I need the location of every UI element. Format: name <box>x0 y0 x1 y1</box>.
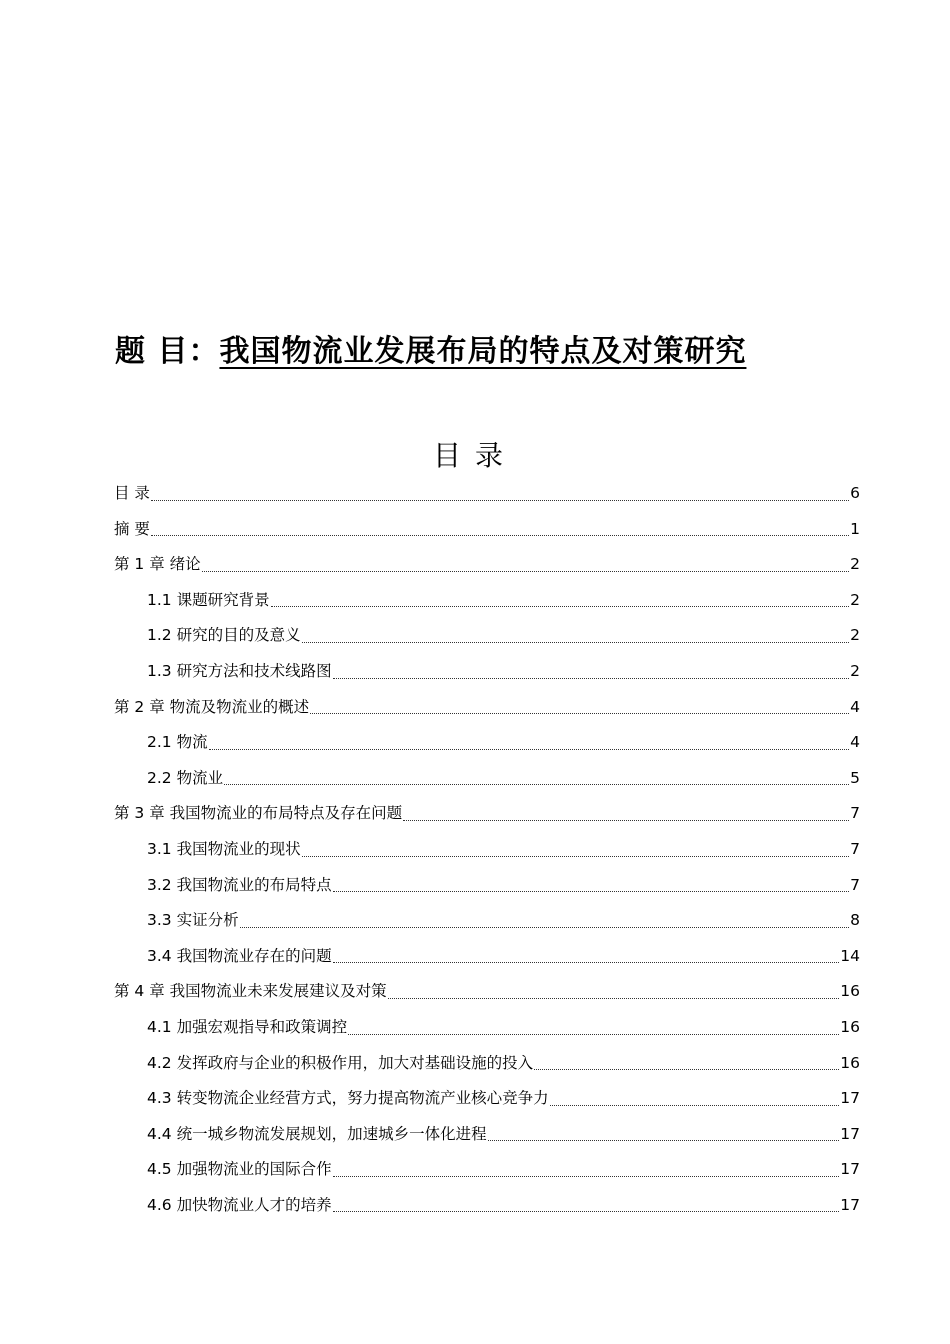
toc-subentry[interactable] <box>114 1152 860 1188</box>
toc-subentry[interactable] <box>114 654 860 690</box>
toc-page-number: 5 <box>850 768 860 787</box>
toc-subentry[interactable] <box>114 761 860 797</box>
toc-page-number: 2 <box>850 590 860 609</box>
toc-subentry[interactable] <box>114 903 860 939</box>
toc-entry-label: 4.2 发挥政府与企业的积极作用，加大对基础设施的投入 <box>147 1053 534 1072</box>
toc-entry-label: 4.4 统一城乡物流发展规划，加速城乡一体化进程 <box>147 1124 487 1143</box>
toc-entry-label: 第 4 章 我国物流业未来发展建议及对策 <box>114 982 387 1001</box>
toc-subentry[interactable] <box>114 725 860 761</box>
toc-subentry[interactable] <box>114 1117 860 1153</box>
toc-subentry[interactable] <box>114 618 860 654</box>
dot-leader <box>534 1069 839 1070</box>
toc-entry-label: 4.6 加快物流业人才的培养 <box>147 1195 332 1214</box>
toc-page-number: 6 <box>850 484 860 502</box>
dot-leader <box>488 1140 840 1141</box>
toc-page-number: 17 <box>840 1160 860 1179</box>
dot-leader <box>333 962 840 963</box>
toc-page-number: 17 <box>840 1089 860 1108</box>
dot-leader <box>310 713 849 714</box>
dot-leader <box>388 998 840 999</box>
toc-page-number: 7 <box>850 875 860 894</box>
toc-page-number: 4 <box>850 733 860 752</box>
dot-leader <box>333 678 850 679</box>
dot-leader <box>333 1211 840 1212</box>
toc-subentry[interactable] <box>114 939 860 975</box>
dot-leader <box>271 606 850 607</box>
toc-page-number: 16 <box>840 982 860 1001</box>
toc-entry-label: 第 2 章 物流及物流业的概述 <box>114 697 310 716</box>
toc-entry-label: 2.2 物流业 <box>147 768 224 787</box>
toc-entry-label: 2.1 物流 <box>147 733 208 752</box>
toc-page-number: 7 <box>850 839 860 858</box>
toc-entry-label: 4.3 转变物流企业经营方式，努力提高物流产业核心竞争力 <box>147 1089 549 1108</box>
toc-subentry[interactable] <box>114 1188 860 1224</box>
toc-entry[interactable] <box>114 690 860 726</box>
dot-leader <box>209 749 850 750</box>
dot-leader <box>403 820 849 821</box>
dot-leader <box>302 642 850 643</box>
document-title <box>115 326 746 370</box>
toc-entry-label: 4.5 加强物流业的国际合作 <box>147 1160 332 1179</box>
toc-entry[interactable] <box>114 974 860 1010</box>
table-of-contents <box>114 476 860 1223</box>
dot-leader <box>302 856 850 857</box>
toc-subentry[interactable] <box>114 1046 860 1082</box>
toc-entry-label: 1.3 研究方法和技术线路图 <box>147 661 332 680</box>
toc-subentry[interactable] <box>114 1081 860 1117</box>
dot-leader <box>333 891 850 892</box>
toc-entry-label: 1.1 课题研究背景 <box>147 590 270 609</box>
toc-entry-label: 第 3 章 我国物流业的布局特点及存在问题 <box>114 804 403 823</box>
toc-entry[interactable] <box>114 796 860 832</box>
toc-entry-label: 第 1 章 绪论 <box>114 555 201 574</box>
dot-leader <box>550 1105 840 1106</box>
toc-entry-label: 目 录 <box>114 484 150 502</box>
toc-subentry[interactable] <box>114 583 860 619</box>
title-subject: 我国物流业发展布局的特点及对策研究 <box>219 334 747 369</box>
toc-subentry[interactable] <box>114 832 860 868</box>
dot-leader <box>151 500 849 501</box>
toc-page-number: 7 <box>850 804 860 823</box>
toc-page-number: 17 <box>840 1195 860 1214</box>
toc-entry-label: 3.3 实证分析 <box>147 911 239 930</box>
toc-entry-label: 摘 要 <box>114 519 150 538</box>
toc-page-number: 2 <box>850 626 860 645</box>
toc-page-number: 16 <box>840 1053 860 1072</box>
toc-page-number: 4 <box>850 697 860 716</box>
toc-entry[interactable] <box>114 476 860 512</box>
toc-entry-label: 4.1 加强宏观指导和政策调控 <box>147 1017 348 1036</box>
toc-page-number: 1 <box>850 519 860 538</box>
toc-heading: 目录 <box>432 439 517 472</box>
toc-entry[interactable] <box>114 512 860 548</box>
toc-entry-label: 3.2 我国物流业的布局特点 <box>147 875 332 894</box>
toc-page-number: 2 <box>850 661 860 680</box>
toc-page-number: 16 <box>840 1017 860 1036</box>
dot-leader <box>348 1034 839 1035</box>
toc-entry-label: 3.4 我国物流业存在的问题 <box>147 946 332 965</box>
dot-leader <box>151 535 849 536</box>
toc-subentry[interactable] <box>114 1010 860 1046</box>
toc-subentry[interactable] <box>114 868 860 904</box>
toc-page-number: 8 <box>850 911 860 930</box>
toc-page-number: 2 <box>850 555 860 574</box>
toc-entry[interactable] <box>114 547 860 583</box>
toc-entry-label: 1.2 研究的目的及意义 <box>147 626 301 645</box>
dot-leader <box>240 927 850 928</box>
dot-leader <box>202 571 849 572</box>
dot-leader <box>333 1176 840 1177</box>
toc-page-number: 14 <box>840 946 860 965</box>
title-prefix: 题 目： <box>115 334 220 369</box>
toc-page-number: 17 <box>840 1124 860 1143</box>
dot-leader <box>224 784 849 785</box>
toc-entry-label: 3.1 我国物流业的现状 <box>147 839 301 858</box>
